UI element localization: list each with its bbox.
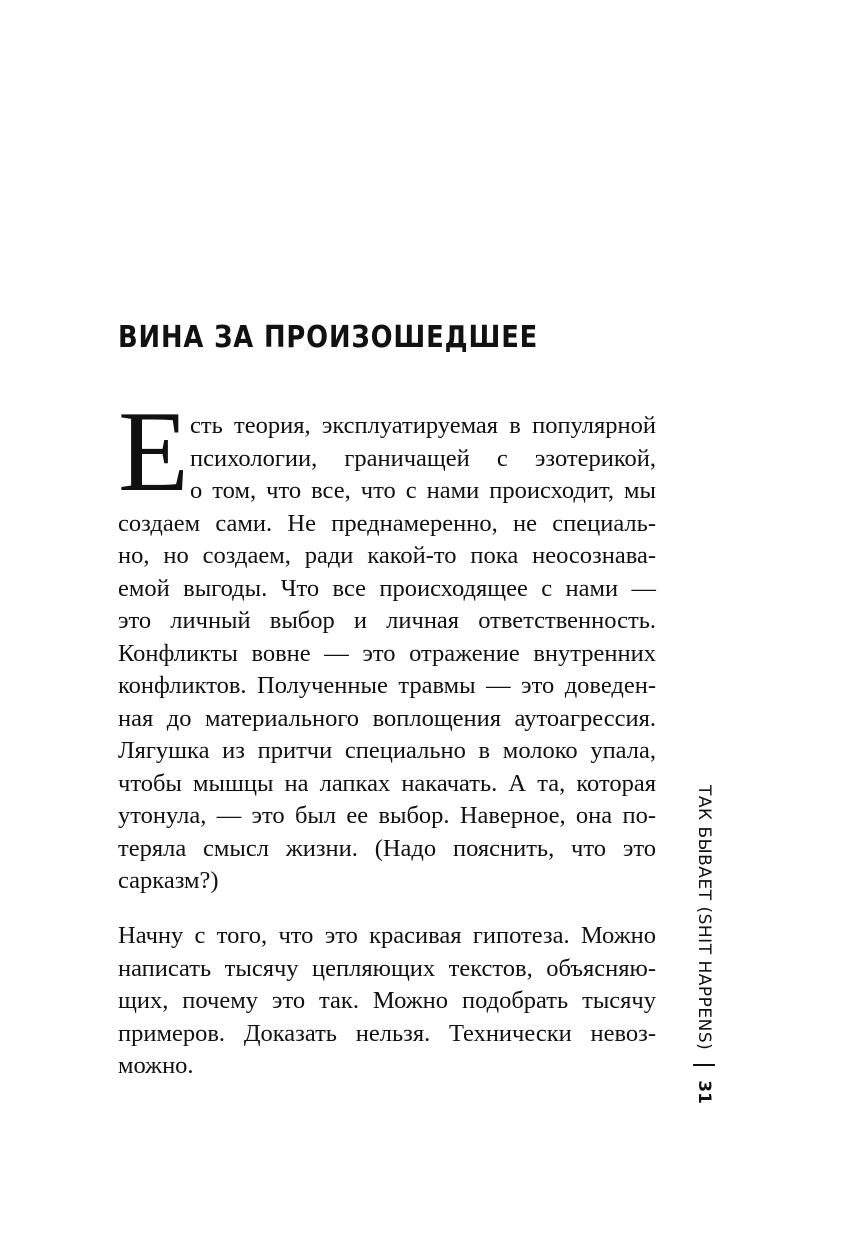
chapter-heading: ВИНА ЗА ПРОИЗОШЕДШЕЕ bbox=[118, 320, 539, 355]
text-line: о том, что все, что с нами происходит, мы bbox=[190, 477, 656, 504]
text-line: но, но создаем, ради какой-то пока неосознава- bbox=[118, 542, 656, 569]
text-line: емой выгоды. Что все происходящее с нами — bbox=[118, 574, 656, 602]
drop-cap: Е bbox=[118, 388, 189, 516]
text-line: Лягушка из притчи специально в молоко упала, bbox=[118, 737, 656, 764]
running-head-title: ТАК БЫВАЕТ (SHIT HAPPENS) bbox=[694, 785, 714, 1051]
text-line: теряла смысл жизни. (Надо пояснить, что это bbox=[118, 834, 656, 862]
text-line: утонула, — это был ее выбор. Наверное, она по- bbox=[118, 802, 656, 829]
running-head bbox=[690, 785, 720, 1104]
text-line: Начну с того, что это красивая гипотеза. Можно bbox=[118, 922, 656, 949]
page-number: 31 bbox=[694, 1080, 714, 1104]
text-line: конфликтов. Полученные травмы — это доведен- bbox=[118, 672, 656, 699]
text-line: создаем сами. Не преднамеренно, не специаль- bbox=[118, 509, 656, 537]
paragraph-1 bbox=[118, 410, 656, 898]
text-line: можно. bbox=[118, 1052, 194, 1079]
text-line: Конфликты вовне — это отражение внутренних bbox=[118, 639, 656, 667]
running-head-divider bbox=[693, 1064, 715, 1066]
paragraph-2 bbox=[118, 920, 656, 1083]
text-line: сть теория, эксплуатируемая в популярной bbox=[190, 412, 656, 439]
text-line: сарказм?) bbox=[118, 867, 219, 894]
text-line: это личный выбор и личная ответственность. bbox=[118, 607, 656, 634]
text-line: написать тысячу цепляющих текстов, объясняю- bbox=[118, 954, 656, 982]
text-line: чтобы мышцы на лапках накачать. А та, которая bbox=[118, 769, 656, 797]
text-line: примеров. Доказать нельзя. Технически невоз- bbox=[118, 1019, 656, 1047]
text-line: психологии, граничащей с эзотерикой, bbox=[190, 444, 656, 472]
text-line: щих, почему это так. Можно подобрать тысячу bbox=[118, 987, 656, 1014]
text-line: ная до материального воплощения аутоагрессия. bbox=[118, 704, 656, 732]
